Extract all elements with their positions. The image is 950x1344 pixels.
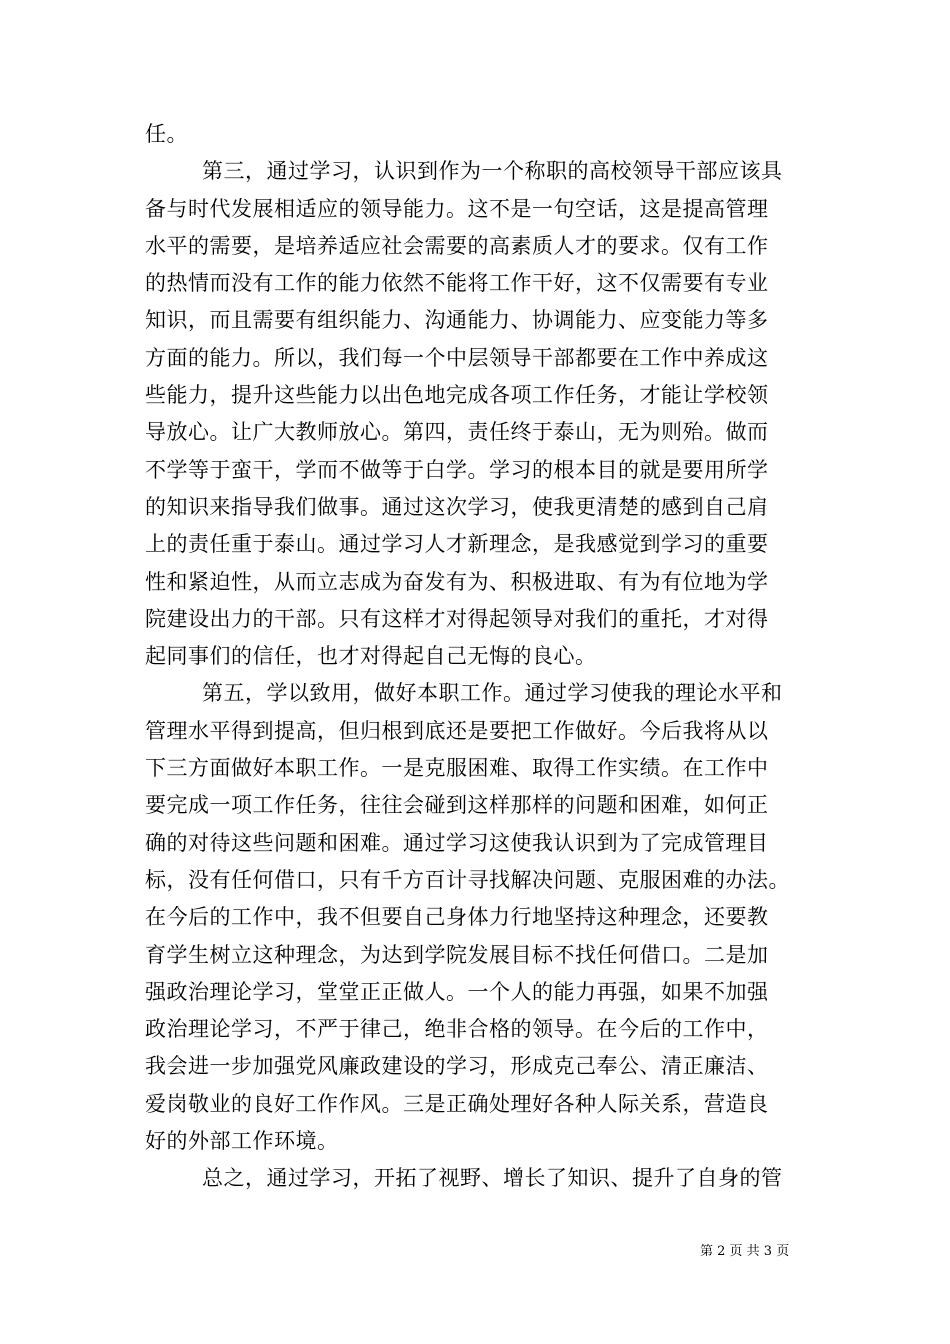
text-line: 管理水平得到提高，但归根到底还是要把工作做好。今后我将从以 xyxy=(145,718,769,743)
text-line: 性和紧迫性，从而立志成为奋发有为、积极进取、有为有位地为学 xyxy=(145,569,769,594)
text-line: 第三，通过学习，认识到作为一个称职的高校领导干部应该具 xyxy=(202,159,783,184)
text-line: 政治理论学习，不严于律己，绝非合格的领导。在今后的工作中， xyxy=(145,1017,769,1042)
text-line: 水平的需要，是培养适应社会需要的高素质人才的要求。仅有工作 xyxy=(145,233,769,258)
text-line: 好的外部工作环境。 xyxy=(145,1129,339,1154)
text-line: 第五，学以致用，做好本职工作。通过学习使我的理论水平和 xyxy=(202,681,783,706)
text-line: 的知识来指导我们做事。通过这次学习，使我更清楚的感到自己肩 xyxy=(145,494,769,519)
text-line: 些能力，提升这些能力以出色地完成各项工作任务，才能让学校领 xyxy=(145,383,769,408)
text-line: 育学生树立这种理念，为达到学院发展目标不找任何借口。二是加 xyxy=(145,942,769,967)
text-line: 任。 xyxy=(145,122,188,146)
text-line: 知识，而且需要有组织能力、沟通能力、协调能力、应变能力等多 xyxy=(145,308,769,333)
text-line: 确的对待这些问题和困难。通过学习这使我认识到为了完成管理目 xyxy=(145,830,769,855)
text-line: 我会进一步加强党风廉政建设的学习，形成克己奉公、清正廉洁、 xyxy=(145,1054,769,1079)
body-text xyxy=(145,116,807,1198)
text-line: 的热情而没有工作的能力依然不能将工作干好，这不仅需要有专业 xyxy=(145,271,769,296)
text-line: 上的责任重于泰山。通过学习人才新理念，是我感觉到学习的重要 xyxy=(145,532,769,557)
text-line: 院建设出力的干部。只有这样才对得起领导对我们的重托，才对得 xyxy=(145,606,769,631)
text-line: 爱岗敬业的良好工作作风。三是正确处理好各种人际关系，营造良 xyxy=(145,1091,769,1116)
text-line: 起同事们的信任，也才对得起自己无悔的良心。 xyxy=(145,644,597,669)
text-line: 总之，通过学习，开拓了视野、增长了知识、提升了自身的管 xyxy=(202,1166,783,1191)
text-line: 在今后的工作中，我不但要自己身体力行地坚持这种理念，还要教 xyxy=(145,905,769,930)
text-line: 标，没有任何借口，只有千方百计寻找解决问题、克服困难的办法。 xyxy=(145,867,790,892)
text-line: 下三方面做好本职工作。一是克服困难、取得工作实绩。在工作中 xyxy=(145,756,769,781)
text-line: 方面的能力。所以，我们每一个中层领导干部都要在工作中养成这 xyxy=(145,345,769,370)
page-number-footer: 第 2 页 共 3 页 xyxy=(700,1244,790,1259)
text-line: 要完成一项工作任务，往往会碰到这样那样的问题和困难，如何正 xyxy=(145,793,769,818)
text-line: 强政治理论学习，堂堂正正做人。一个人的能力再强，如果不加强 xyxy=(145,979,769,1004)
text-line: 导放心。让广大教师放心。第四，责任终于泰山，无为则殆。做而 xyxy=(145,420,769,445)
text-line: 不学等于蛮干，学而不做等于白学。学习的根本目的就是要用所学 xyxy=(145,457,769,482)
text-line: 备与时代发展相适应的领导能力。这不是一句空话，这是提高管理 xyxy=(145,196,769,221)
